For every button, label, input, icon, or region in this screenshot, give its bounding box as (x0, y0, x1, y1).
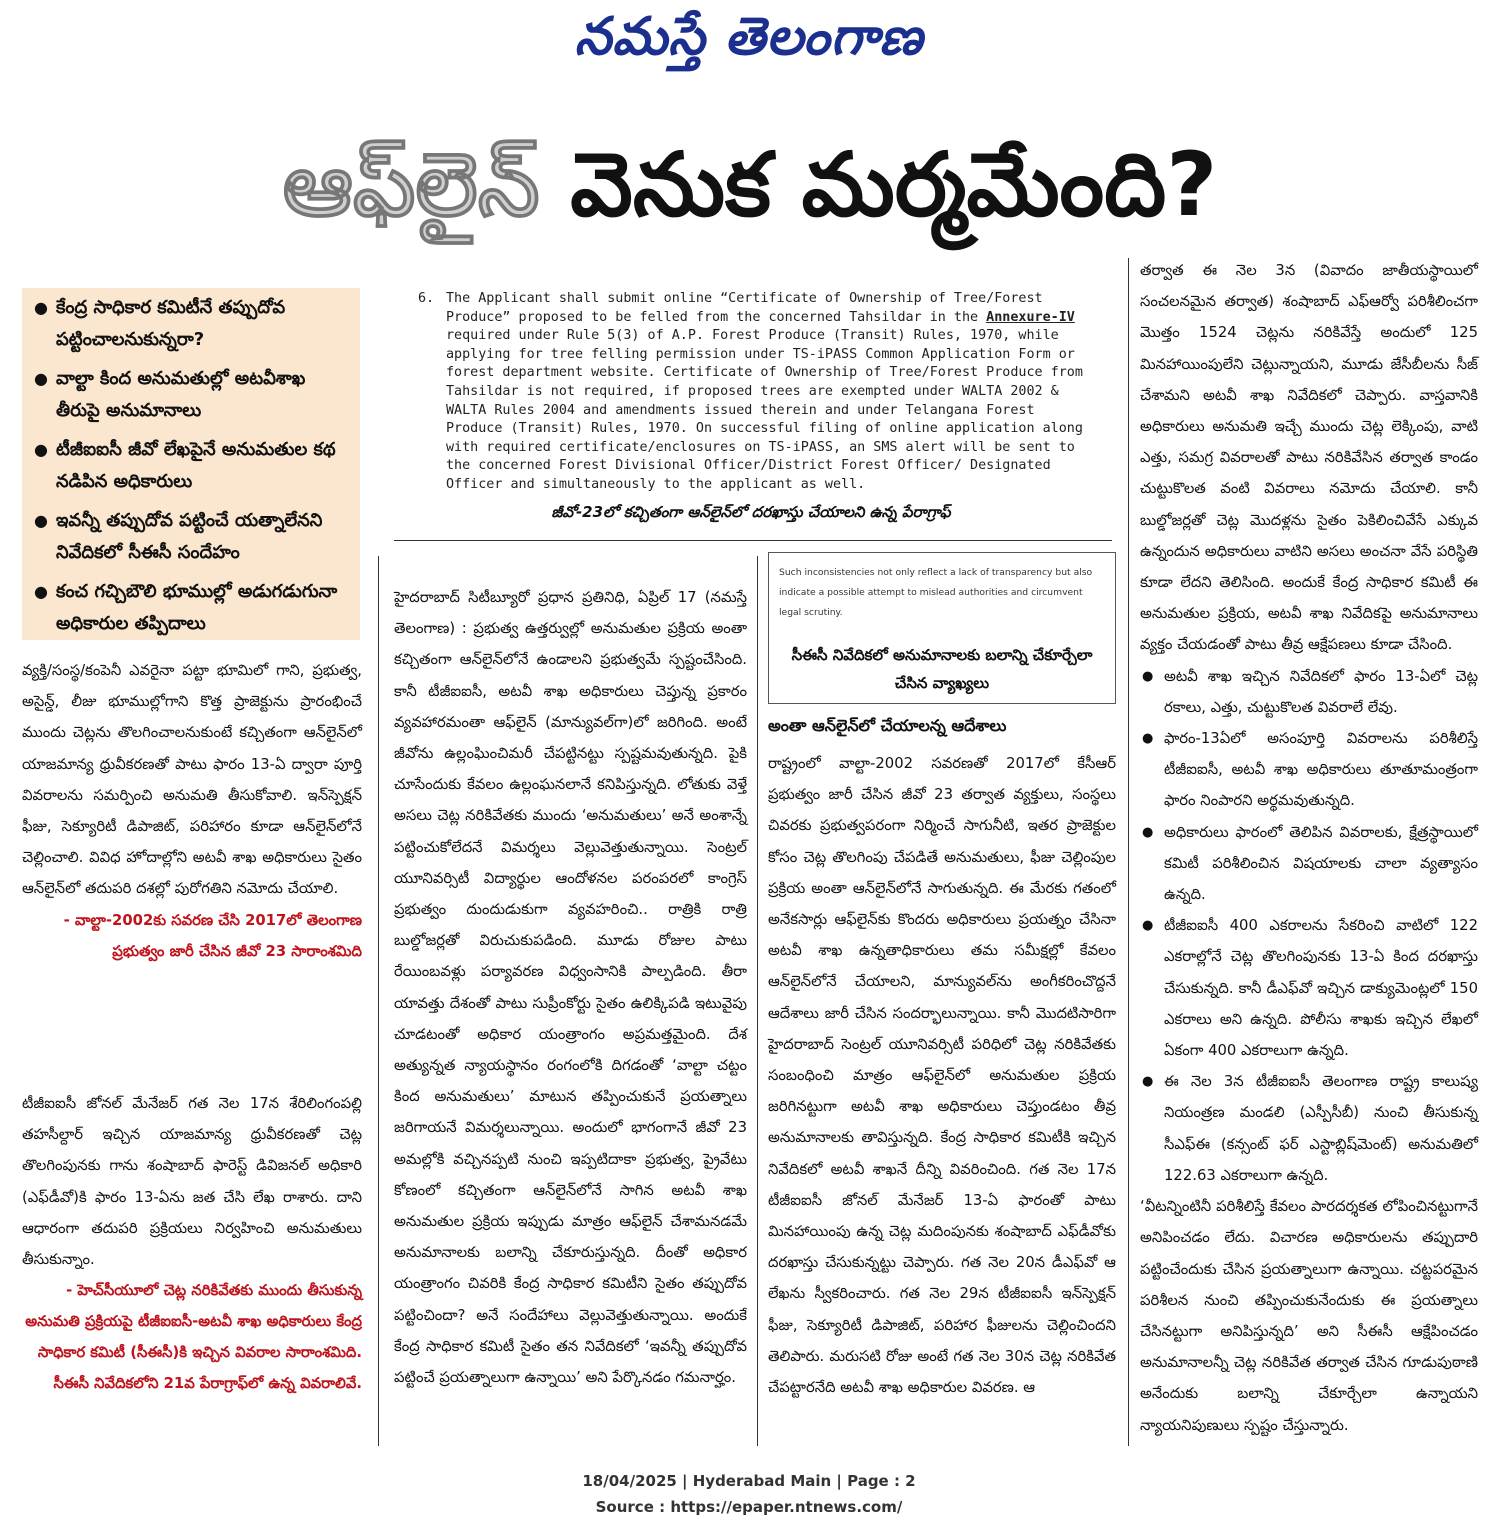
quote-caption: సీఈసీ నివేదికలో అనుమానాలకు బలాన్ని చేకూర్చేలా చేసిన వ్యాఖ్యలు (791, 646, 1093, 692)
objection-item: ● టీజీఐఐసీ 400 ఎకరాలను సేకరించి వాటిలో 122 ఎకరాల్లోనే చెట్ల తొలగింపునకు 13-ఏ కింద దరఖాస్తు చేసుకున్నది. కానీ డీఎఫ్‌వో ఇచ్చిన డాక్యుమెంట్లలో 150 ఎకరాలు అని ఉన్నది. పోలీసు శాఖకు ఇచ్చిన లేఖలో ఏకంగా 400 ఎకరాలుగా ఉన్నది. (1140, 910, 1478, 1066)
objection-item: ● అటవీ శాఖ ఇచ్చిన నివేదికలో ఫారం 13-ఏలో చెట్ల రకాలు, ఎత్తు, చుట్టుకొలత వివరాలే లేవు. (1140, 661, 1478, 723)
excerpt-caption: జీవో-23లో కచ్చితంగా ఆన్‌లైన్‌లో దరఖాస్తు చేయాలని ఉన్న పేరాగ్రాఫ్ (551, 503, 951, 521)
highlights-box (22, 288, 360, 640)
right-column (1140, 255, 1478, 1441)
right-middle-column (768, 748, 1116, 1403)
go23-summary-text: వ్యక్తి/సంస్థ/కంపెనీ ఎవరైనా పట్టా భూమిలో గాని, ప్రభుత్వ, అసైన్డ్, లీజు భూముల్లోగాని కొత్త ప్రాజెక్టును ప్రారంభించే ముందు చెట్లను తొలగించాలనుకుంటే కచ్చితంగా ఆన్‌లైన్‌లో యాజమాన్య ధ్రువీకరణతో పాటు ఫారం 13-ఏ ద్వారా పూర్తి వివరాలను సమర్పించి అనుమతి తీసుకోవాలి. ఇన్‌స్పెక్షన్ ఫీజు, సెక్యూరిటీ డిపాజిట్, పరిహారం కూడా ఆన్‌లైన్‌లోనే చెల్లించాలి. వివిధ హోదాల్లోని అటవీ శాఖ అధికారులు సైతం ఆన్‌లైన్‌లో తదుపరి దశల్లో పురోగతిని నమోదు చేయాలి. (22, 662, 362, 898)
excerpt-body (446, 290, 1084, 495)
column-divider (1128, 258, 1129, 1446)
headline-part-2: వెనుక మర్మమేంది? (570, 133, 1218, 236)
quote-english: Such inconsistencies not only reflect a lack of transparency but also indicate a possible attempt to mislead authorities and circumvent legal scrutiny. (779, 567, 1093, 618)
right-text-top: తర్వాత ఈ నెల 3న (వివాదం జాతీయస్థాయిలో సంచలనమైన తర్వాత) శంషాబాద్ ఎఫ్‌ఆర్వో పరిశీలించగా మొత్తం 1524 చెట్లను నరికివేస్తే అందులో 125 మినహాయింపులేని చెట్లున్నాయని, మూడు జేసీబీలను సీజ్ చేశామని అటవీ శాఖ నివేదికలో చెప్పారు. వాస్తవానికి అధికారులు అనుమతి ఇచ్చే ముందు చెట్ల లెక్కింపు, వాటి ఎత్తు, సమగ్ర వివరాలతో పాటు నరికివేసిన తర్వాత కాండం చుట్టుకొలత వంటి వివరాలు నమోదు చేయాలి. కానీ బుల్డోజర్లతో చెట్ల మొదళ్లను సైతం పెకిలించివేసే ఎక్కువ ఉన్నందున అధికారులు వాటిని అసలు అంచనా వేసే పరిస్థితి కూడా లేదని తెలిసింది. అందుకే కేంద్ర సాధికార కమిటీ ఈ అనుమతుల ప్రక్రియ, అటవీ శాఖ నివేదికపై అనుమానాలు వ్యక్తం చేయడంతో పాటు తీవ్ర ఆక్షేపణలు కూడా చేసింది. (1140, 262, 1478, 654)
subheading: అంతా ఆన్‌లైన్‌లో చేయాలన్న ఆదేశాలు (768, 716, 1007, 735)
headline (30, 125, 1470, 245)
tgiic-statement-text: టీజీఐఐసీ జోనల్ మేనేజర్ గత నెల 17న శేరిలింగంపల్లి తహసీల్దార్ ఇచ్చిన యాజమాన్య ధ్రువీకరణతో చెట్ల తొలగింపునకు గాను శంషాబాద్ ఫారెస్ట్ డివిజనల్ అధికారి (ఎఫ్‌డీవో)కి ఫారం 13-ఏను జత చేసి లేఖ రాశారు. దాని ఆధారంగా తదుపరి ప్రక్రియలు నిర్వహించి అనుమతులు తీసుకున్నాం. (22, 1095, 362, 1269)
highlights-list (28, 292, 354, 640)
excerpt-number: 6. (418, 291, 435, 306)
online-orders-text: రాష్ట్రంలో వాల్టా-2002 సవరణతో 2017లో కేసీఆర్ ప్రభుత్వం జారీ చేసిన జీవో 23 తర్వాత వ్యక్తులు, సంస్థలు చివరకు ప్రభుత్వపరంగా నిర్మించే సాగునీటి, ఇతర ప్రాజెక్టుల కోసం చెట్ల తొలగింపు చేపడితే అనుమతులు, ఫీజు చెల్లింపుల ప్రక్రియ అంతా ఆన్‌లైన్‌లోనే సాగుతున్నది. ఈ మేరకు గతంలో అనేకసార్లు ఆఫ్‌లైన్‌కు కొందరు అధికారులు ప్రయత్నం చేసినా అటవీ శాఖ ఉన్నతాధికారులు తమ సమీక్షల్లో కేవలం ఆన్‌లైన్‌లోనే చేయాలని, మాన్యువల్‌ను అంగీకరించొద్దనే ఆదేశాలు జారీ చేసిన సందర్భాలున్నాయి. కానీ మొదటిసారిగా హైదరాబాద్ సెంట్రల్ యూనివర్సిటీ పరిధిలో చెట్ల నరికివేతకు సంబంధించి మాత్రం ఆఫ్‌లైన్‌లో అనుమతుల ప్రక్రియ జరిగినట్టుగా అటవీ శాఖ అధికారులు చెప్తుండటం తీవ్ర అనుమానాలకు తావిస్తున్నది. కేంద్ర సాధికార కమిటీకి ఇచ్చిన నివేదికలో అటవీ శాఖనే దీన్ని వివరించింది. గత నెల 17న టీజీఐఐసీ జోనల్ మేనేజర్ 13-ఏ ఫారంతో పాటు మినహాయింపు ఉన్న చెట్ల మదింపునకు శంషాబాద్ ఎఫ్‌డీవోకు దరఖాస్తు చేసుకున్నట్టు చెప్పారు. గత నెల 20న డీఎఫ్‌వో ఆ లేఖను స్వీకరించారు. గత నెల 29న టీజీఐఐసీ ఇన్‌స్పెక్షన్ ఫీజు, సెక్యూరిటీ డిపాజిట్, పరిహార ఫీజులను చెల్లించిందని తెలిపారు. మరుసటి రోజు అంటే గత నెల 30న చెట్ల నరికివేత చేపట్టారనేది అటవీ శాఖ అధికారుల వివరణ. ఆ (768, 755, 1116, 1397)
objection-item: ● ఈ నెల 3న టీజీఐఐసీ తెలంగాణ రాష్ట్ర కాలుష్య నియంత్రణ మండలి (ఎస్పీసీబీ) నుంచి తీసుకున్న సీఎఫ్‌ఈ (కన్సంట్ ఫర్ ఎస్టాబ్లిష్‌మెంట్) అనుమతిలో 122.63 ఎకరాలుగా ఉన్నది. (1140, 1066, 1478, 1191)
highlight-item: ● ఇవన్నీ తప్పుదోవ పట్టించే యత్నాలేనని నివేదికలో సీఈసీ సందేహం (28, 505, 354, 569)
main-story-text: హైదరాబాద్ సిటీబ్యూరో ప్రధాన ప్రతినిధి, ఏప్రిల్ 17 (నమస్తే తెలంగాణ) : ప్రభుత్వ ఉత్తర్వుల్లో అనుమతుల ప్రక్రియ అంతా కచ్చితంగా ఆన్‌లైన్‌లోనే ఉండాలని ప్రభుత్వమే స్పష్టంచేసింది. కానీ టీజీఐఐసీ, అటవీ శాఖ అధికారులు చెప్తున్న ప్రకారం వ్యవహారమంతా ఆఫ్‌లైన్ (మాన్యువల్‌గా)లో జరిగింది. అంటే జీవోను ఉల్లంఘించిమరీ చేపట్టినట్టు స్పష్టమవుతున్నది. పైకి చూసేందుకు కేవలం ఉల్లంఘనలానే కనిపిస్తున్నది. లోతుకు వెళ్తే అసలు చెట్ల నరికివేతకు ముందు ‘అనుమతులు’ అనే అంశాన్నే పట్టించుకోలేదనే విమర్శలు వెల్లువెత్తుతున్నాయి. సెంట్రల్ యూనివర్సిటీ విద్యార్థుల ఆందోళనల పరంపరలో కాంగ్రెస్ ప్రభుత్వం దుందుడుకుగా వ్యవహరించి.. రాత్రికి రాత్రి బుల్డోజర్లతో విరుచుకుపడింది. మూడు రోజుల పాటు రేయింబవళ్లు పర్యావరణ విధ్వంసానికి పాల్పడింది. తీరా యావత్తు దేశంతో పాటు సుప్రీంకోర్టు సైతం ఉలిక్కిపడి ఇటువైపు చూడటంతో అధికార యంత్రాంగం అప్రమత్తమైంది. దేశ అత్యున్నత న్యాయస్థానం రంగంలోకి దిగడంతో ‘వాల్టా చట్టం కింద అనుమతులు’ మాటున తప్పించుకునే ప్రయత్నాలు జరిగాయనే విమర్శలున్నాయి. అందులో భాగంగానే జీవో 23 అమల్లోకి వచ్చినప్పటి నుంచి ఇప్పటిదాకా ప్రభుత్వ, ప్రైవేటు కోణంలో కచ్చితంగా ఆన్‌లైన్‌లోనే సాగిన అటవీ శాఖ అనుమతుల ప్రక్రియ ఇప్పుడు మాత్రం ఆఫ్‌లైన్ చేశామనడమే అనుమానాలకు బలాన్ని చేకూరుస్తున్నది. దీంతో అధికార యంత్రాంగం చివరికి కేంద్ర సాధికార కమిటీని సైతం తప్పుదోవ పట్టించిందా? అనే సందేహాలు వెల్లువెత్తుతున్నాయి. అందుకే కేంద్ర సాధికార కమిటీ సైతం తన నివేదికలో ‘ఇవన్నీ తప్పుదోవ పట్టించే ప్రయత్నాలుగా ఉన్నాయి’ అని పేర్కొనడం గమనార్హం. (394, 589, 747, 1387)
left-column-bottom (22, 1088, 362, 1399)
footer-source: Source : https://epaper.ntnews.com/ (595, 1498, 903, 1516)
masthead-logo: నమస్తే తెలంగాణ (574, 6, 924, 67)
excerpt-annexure: Annexure-IV (986, 309, 1075, 325)
quote-box (768, 552, 1116, 704)
objections-list (1140, 661, 1478, 1191)
column-divider (378, 556, 379, 1446)
highlight-item: ● వాల్టా కింద అనుమతుల్లో అటవీశాఖ తీరుపై అనుమానాలు (28, 363, 354, 427)
horizontal-divider (394, 540, 1112, 541)
objection-item: ● ఫారం-13ఏలో అసంపూర్తి వివరాలను పరిశీలిస్తే టీజీఐఐసీ, అటవీ శాఖ అధికారులు తూతూమంత్రంగా ఫారం నింపారని అర్థమవుతున్నది. (1140, 723, 1478, 817)
middle-column (394, 582, 747, 1393)
tgiic-statement-caption: - హెచ్‌సీయూలో చెట్ల నరికివేతకు ముందు తీసుకున్న అనుమతి ప్రక్రియపై టీజీఐఐసీ-అటవీ శాఖ అధికారులు కేంద్ర సాధికార కమిటీ (సీఈసీ)కి ఇచ్చిన వివరాల సారాంశమిది. సీఈసీ నివేదికలోని 21వ పేరాగ్రాఫ్‌లో ఉన్న వివరాలివే. (25, 1282, 362, 1393)
highlight-item: ● కేంద్ర సాధికార కమిటీనే తప్పుదోవ పట్టించాలనుకున్నరా? (28, 292, 354, 356)
highlight-item: ● కంచ గచ్చిబౌలి భూముల్లో అడుగడుగునా అధికారుల తప్పిదాలు (28, 576, 354, 640)
excerpt-text-before: The Applicant shall submit online “Certificate of Ownership of Tree/Forest Produce” proposed to be felled from the concerned Tahsildar in the (446, 291, 1043, 325)
headline-part-1: ఆఫ్‌లైన్ (282, 133, 540, 236)
left-column-top (22, 655, 362, 967)
column-divider (757, 556, 758, 1446)
go23-summary-caption: - వాల్టా-2002కు సవరణ చేసి 2017లో తెలంగాణ ప్రభుత్వం జారీ చేసిన జీవో 23 సారాంశమిది (63, 911, 362, 960)
excerpt-text-after: required under Rule 5(3) of A.P. Forest Produce (Transit) Rules, 1970, while applying for tree felling permission under TS-iPASS Common Application Form or forest department website. Certificate of Ownership of Tree/Forest Produce from Tahsildar is not required, if proposed trees are exempted under WALTA 2002 & WALTA Rules 2004 and amendments issued therein and under Telangana Forest Produce (Transit) Rules, 1970. On successful filing of online application along with required certificate/enclosures on TS-iPASS, an SMS alert will be sent to the concerned Forest Divisional Officer/District Forest Officer/ Designated Officer and simultaneously to the applicant as well. (446, 328, 1083, 492)
highlight-item: ● టీజీఐఐసీ జీవో లేఖపైనే అనుమతుల కథ నడిపిన అధికారులు (28, 434, 354, 498)
right-text-bottom: ‘వీటన్నింటినీ పరిశీలిస్తే కేవలం పారదర్శకత లోపించినట్టుగానే అనిపించడం లేదు. విచారణ అధికారులను తప్పుదారి పట్టించేందుకు చేసిన ప్రయత్నాలుగా ఉన్నాయి. చట్టపరమైన పరిశీలన నుంచి తప్పించుకునేందుకు ఈ ప్రయత్నాలు చేసినట్టుగా అనిపిస్తున్నది’ అని సీఈసీ ఆక్షేపించడం అనుమానాలన్నీ చెట్ల నరికివేత తర్వాత చేసిన గూడుపుఠాణి అనేందుకు బలాన్ని చేకూర్చేలా ఉన్నాయని న్యాయనిపుణులు స్పష్టం చేస్తున్నారు. (1140, 1198, 1478, 1434)
objection-item: ● అధికారులు ఫారంలో తెలిపిన వివరాలకు, క్షేత్రస్థాయిలో కమిటీ పరిశీలించిన విషయాలకు చాలా వ్యత్యాసం ఉన్నది. (1140, 817, 1478, 911)
go-excerpt (418, 290, 1084, 495)
page-footer (0, 1468, 1498, 1520)
footer-date-edition: 18/04/2025 | Hyderabad Main | Page : 2 (582, 1472, 916, 1490)
